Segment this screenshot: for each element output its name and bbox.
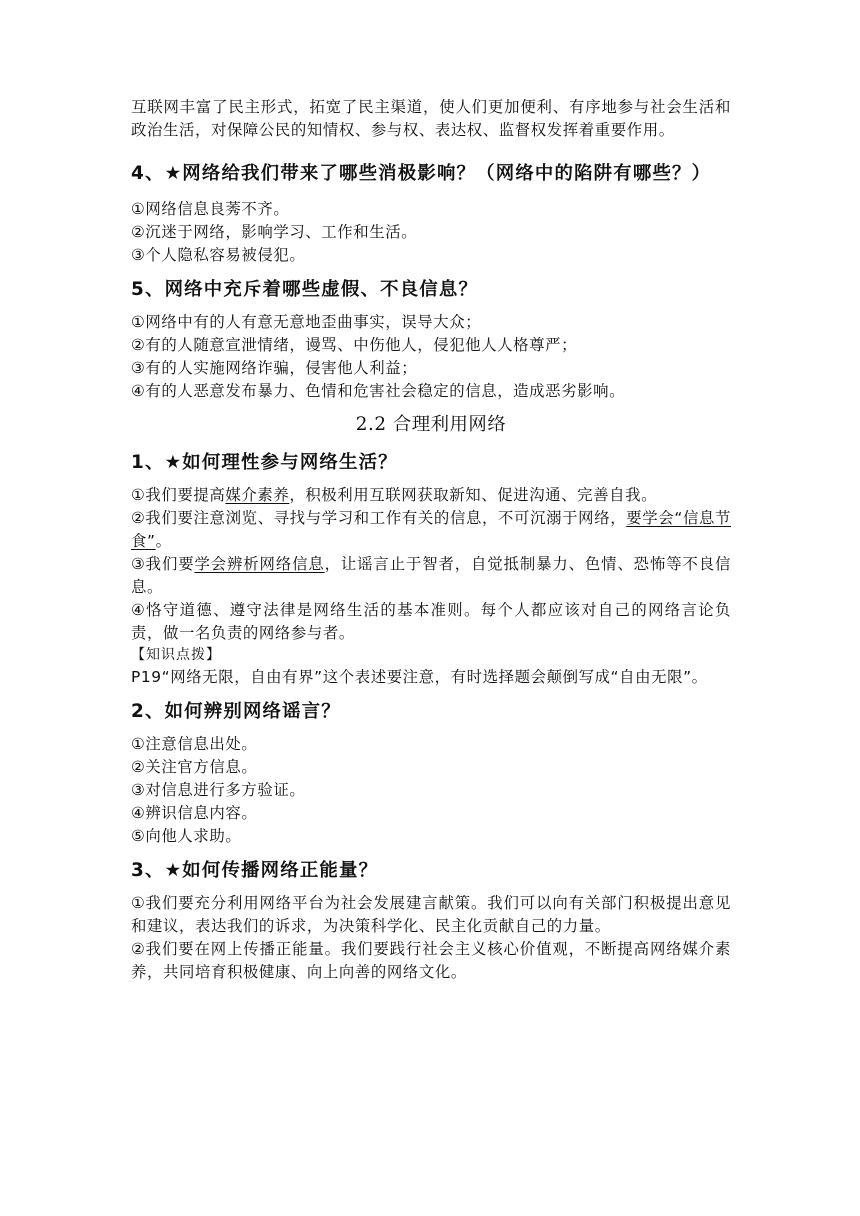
knowledge-tip-text: P19“网络无限，自由有界”这个表述要注意，有时选择题会颠倒写成“自由无限”。 (131, 668, 708, 686)
list-item: ③对信息进行多方验证。 (131, 781, 306, 799)
list-item: ③我们要学会辨析网络信息，让谣言止于智者，自觉抵制暴力、色情、恐怖等不良信息。 (131, 555, 731, 596)
underlined-keyword: 学会辨析网络信息 (194, 555, 325, 573)
list-item: ③有的人实施网络诈骗，侵害他人利益； (131, 359, 418, 377)
section-1-heading: 1、★如何理性参与网络生活？ (131, 452, 398, 473)
list-item: ④有的人恶意发布暴力、色情和危害社会稳定的信息，造成恶劣影响。 (131, 382, 626, 400)
underlined-keyword: 媒介素养 (225, 486, 290, 504)
section-1-list (131, 484, 731, 689)
intro-paragraph: 互联网丰富了民主形式，拓宽了民主渠道，使人们更加便利、有序地参与社会生活和政治生活，对保障公民的知情权、参与权、表达权、监督权发挥着重要作用。 (131, 98, 731, 139)
list-item: ①网络信息良莠不齐。 (131, 200, 290, 218)
list-item: ④恪守道德、遵守法律是网络生活的基本准则。每个人都应该对自己的网络言论负责，做一名负责的网络参与者。 (131, 601, 731, 642)
section-2-heading: 2、如何辨别网络谣言？ (131, 701, 341, 722)
list-item: ②有的人随意宣泄情绪，谩骂、中伤他人，侵犯他人人格尊严； (131, 336, 578, 354)
question-4-list (131, 198, 731, 267)
list-item: ①注意信息出处。 (131, 735, 258, 753)
list-item: ①网络中有的人有意无意地歪曲事实，误导大众； (131, 313, 482, 331)
list-item: ②我们要在网上传播正能量。我们要践行社会主义核心价值观，不断提高网络媒介素养，共同培育积极健康、向上向善的网络文化。 (131, 940, 731, 981)
section-3-heading: 3、★如何传播网络正能量？ (131, 860, 379, 881)
list-item: ④辨识信息内容。 (131, 804, 258, 822)
list-item: ①我们要提高媒介素养，积极利用互联网获取新知、促进沟通、完善自我。 (131, 486, 658, 504)
section-2-list (131, 733, 731, 848)
list-item: ③个人隐私容易被侵犯。 (131, 246, 306, 264)
list-item: ②我们要注意浏览、寻找与学习和工作有关的信息，不可沉溺于网络，要学会“信息节食”。 (131, 509, 731, 550)
knowledge-tip-label: 【知识点拨】 (131, 647, 221, 663)
question-5-heading: 5、网络中充斥着哪些虚假、不良信息？ (131, 279, 479, 300)
question-5-list (131, 311, 731, 403)
list-item: ①我们要充分利用网络平台为社会发展建言献策。我们可以向有关部门积极提出意见和建议，表达我们的诉求，为决策科学化、民主化贡献自己的力量。 (131, 894, 731, 935)
list-item: ②关注官方信息。 (131, 758, 258, 776)
list-item: ②沉迷于网络，影响学习、工作和生活。 (131, 223, 418, 241)
question-4-heading: 4、★网络给我们带来了哪些消极影响？（网络中的陷阱有哪些？） (131, 163, 712, 184)
document-page (131, 96, 731, 984)
underlined-keyword: 要学会“信息节食” (131, 509, 731, 550)
section-title: 2.2 合理利用网络 (355, 414, 507, 435)
section-3-list (131, 892, 731, 984)
list-item: ⑤向他人求助。 (131, 827, 242, 845)
